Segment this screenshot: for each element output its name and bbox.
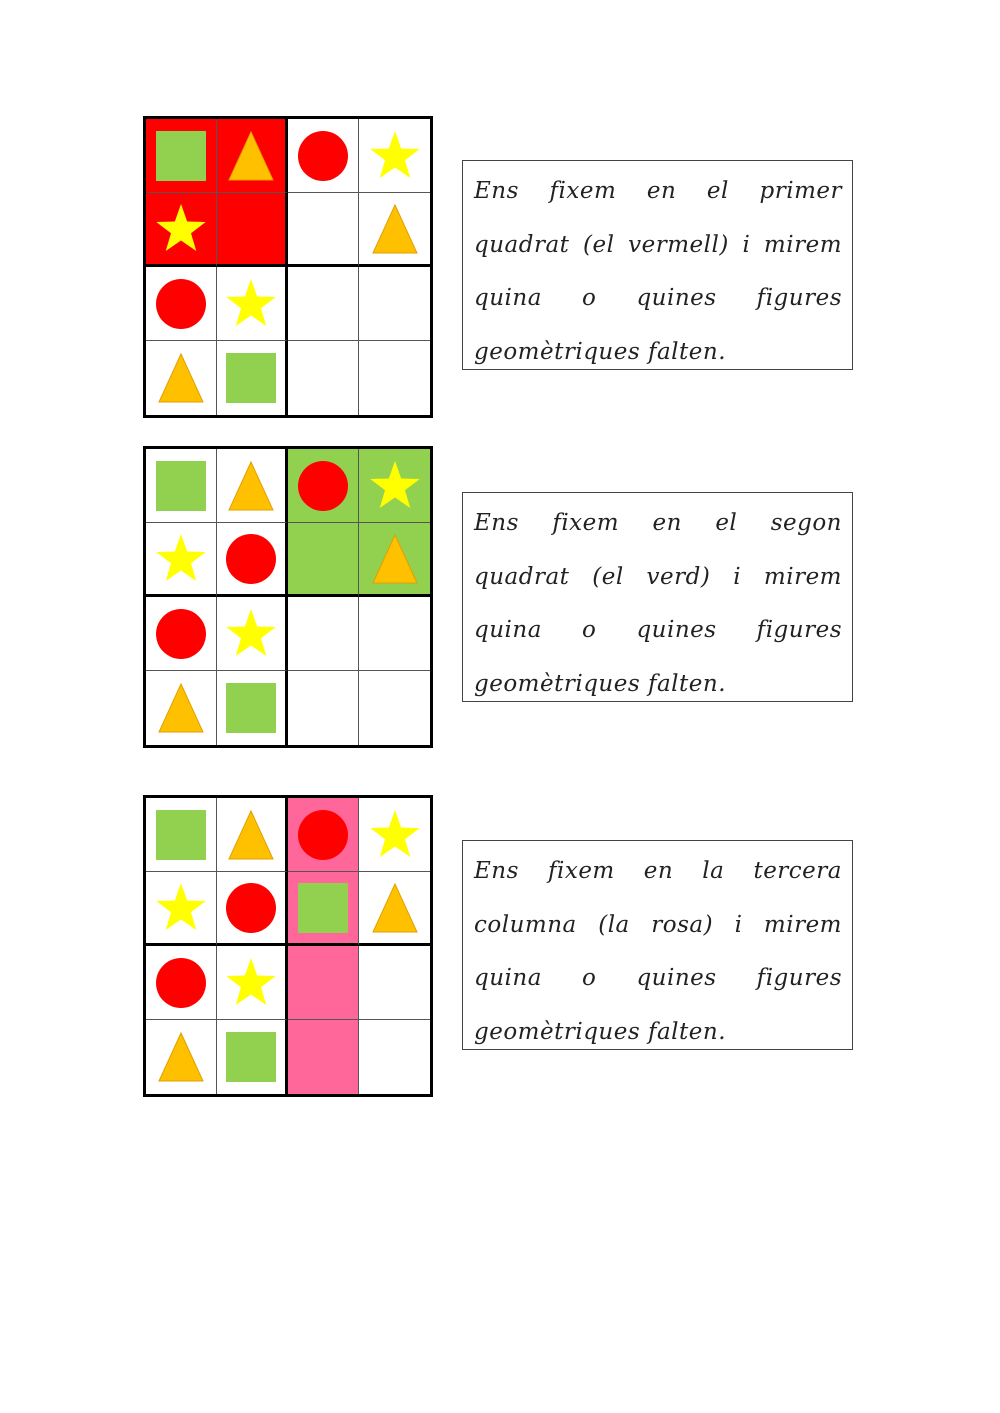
grid-cell xyxy=(288,449,359,523)
grid-cell xyxy=(146,193,217,267)
circle-icon xyxy=(296,808,350,862)
grid-cell xyxy=(217,523,288,597)
grid-cell xyxy=(359,523,430,597)
triangle-icon xyxy=(224,808,278,862)
grid-cell xyxy=(359,449,430,523)
circle-icon xyxy=(296,129,350,183)
circle-icon xyxy=(154,607,208,661)
star-icon xyxy=(224,956,278,1010)
grid-cell xyxy=(359,946,430,1020)
grid-cell xyxy=(217,1020,288,1094)
star-icon xyxy=(224,277,278,331)
star-icon xyxy=(154,881,208,935)
grid-cell xyxy=(288,872,359,946)
grid-cell xyxy=(146,798,217,872)
square-icon xyxy=(224,681,278,735)
square-icon xyxy=(154,129,208,183)
grid-cell xyxy=(288,597,359,671)
star-icon xyxy=(368,459,422,513)
sudoku-grid-1 xyxy=(143,116,433,418)
grid-cell xyxy=(359,798,430,872)
instruction-box-1: Ens fixem en el primer quadrat (el vermell) i mirem quina o quines figures geomètriques falten. xyxy=(462,160,853,370)
instruction-box-3: Ens fixem en la tercera columna (la rosa) i mirem quina o quines figures geomètriques falten. xyxy=(462,840,853,1050)
grid-cell xyxy=(217,798,288,872)
grid-cell xyxy=(217,341,288,415)
grid-cell xyxy=(146,671,217,745)
sudoku-grid-2 xyxy=(143,446,433,748)
grid-cell xyxy=(288,341,359,415)
triangle-icon xyxy=(224,129,278,183)
triangle-icon xyxy=(368,532,422,586)
triangle-icon xyxy=(154,1030,208,1084)
grid-cell xyxy=(146,523,217,597)
sudoku-grid-3 xyxy=(143,795,433,1097)
star-icon xyxy=(368,129,422,183)
grid-cell xyxy=(359,341,430,415)
grid-cell xyxy=(288,798,359,872)
grid-cell xyxy=(359,267,430,341)
star-icon xyxy=(154,532,208,586)
grid-cell xyxy=(217,193,288,267)
star-icon xyxy=(368,808,422,862)
grid-cell xyxy=(288,267,359,341)
square-icon xyxy=(296,881,350,935)
square-icon xyxy=(224,1030,278,1084)
grid-cell xyxy=(217,449,288,523)
grid-cell xyxy=(146,119,217,193)
grid-cell xyxy=(288,671,359,745)
grid-cell xyxy=(359,872,430,946)
grid-cell xyxy=(217,671,288,745)
grid-cell xyxy=(217,267,288,341)
grid-cell xyxy=(146,946,217,1020)
circle-icon xyxy=(154,956,208,1010)
grid-cell xyxy=(359,119,430,193)
circle-icon xyxy=(224,532,278,586)
grid-cell xyxy=(146,872,217,946)
grid-cell xyxy=(359,1020,430,1094)
grid-cell xyxy=(288,523,359,597)
star-icon xyxy=(224,607,278,661)
grid-cell xyxy=(146,597,217,671)
grid-cell xyxy=(288,193,359,267)
grid-cell xyxy=(359,671,430,745)
grid-cell xyxy=(359,597,430,671)
grid-cell xyxy=(288,1020,359,1094)
triangle-icon xyxy=(368,881,422,935)
square-icon xyxy=(154,459,208,513)
circle-icon xyxy=(296,459,350,513)
star-icon xyxy=(154,202,208,256)
grid-cell xyxy=(146,449,217,523)
grid-cell xyxy=(146,1020,217,1094)
square-icon xyxy=(154,808,208,862)
grid-cell xyxy=(288,119,359,193)
triangle-icon xyxy=(154,681,208,735)
triangle-icon xyxy=(368,202,422,256)
grid-cell xyxy=(217,872,288,946)
grid-cell xyxy=(146,267,217,341)
grid-cell xyxy=(217,946,288,1020)
triangle-icon xyxy=(154,351,208,405)
instruction-box-2: Ens fixem en el segon quadrat (el verd) i mirem quina o quines figures geomètriques falten. xyxy=(462,492,853,702)
grid-cell xyxy=(217,119,288,193)
grid-cell xyxy=(146,341,217,415)
grid-cell xyxy=(359,193,430,267)
triangle-icon xyxy=(224,459,278,513)
circle-icon xyxy=(154,277,208,331)
grid-cell xyxy=(288,946,359,1020)
circle-icon xyxy=(224,881,278,935)
square-icon xyxy=(224,351,278,405)
grid-cell xyxy=(217,597,288,671)
